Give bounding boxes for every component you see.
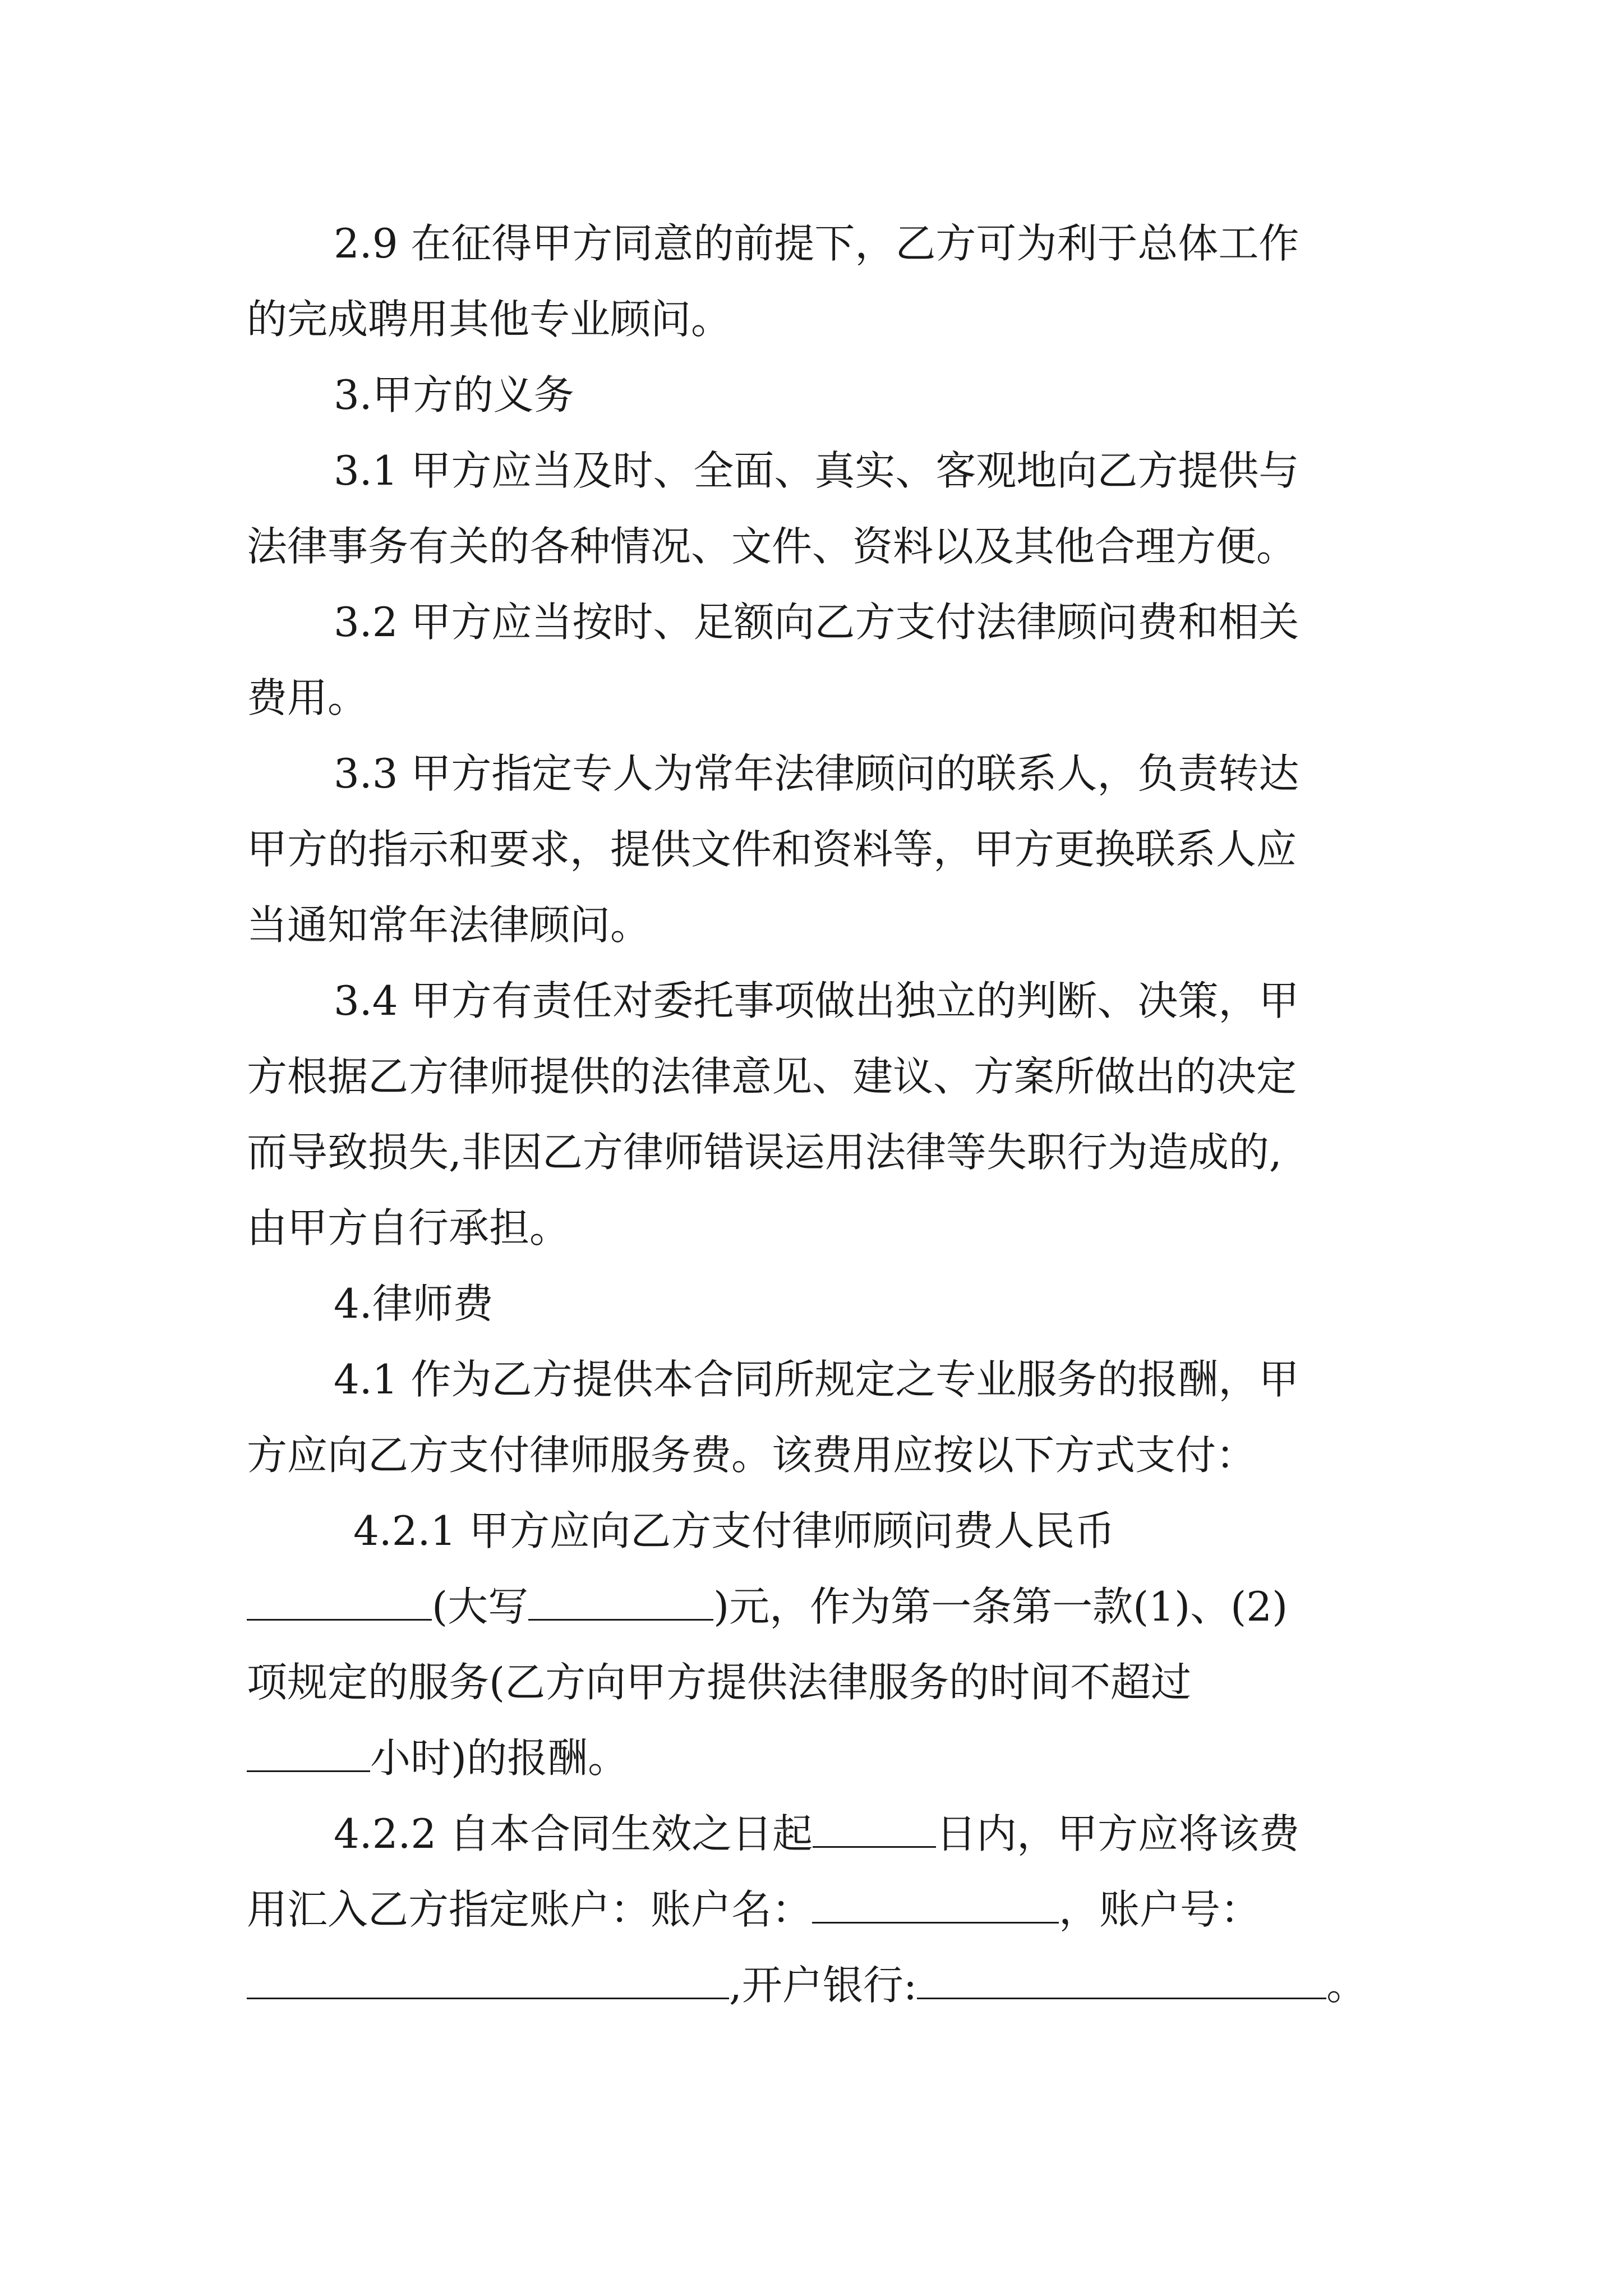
para-3-4-line-1: 3.4 甲方有责任对委托事项做出独立的判断、决策，甲 [334,977,1299,1024]
heading-4: 4.律师费 [334,1280,494,1327]
para-4-2-1-line-2 [247,1583,1288,1630]
para-4-1-line-2: 方应向乙方支付律师服务费。该费用应按以下方式支付： [247,1432,1257,1479]
para-3-4-line-4: 由甲方自行承担。 [247,1204,570,1251]
para-3-4-line-2: 方根据乙方律师提供的法律意见、建议、方案所做出的决定 [247,1053,1297,1100]
para-4-2-2-line-3 [247,1962,1367,2009]
para-4-2-2-line-2 [247,1886,1261,1933]
amount-uppercase-blank[interactable] [528,1588,713,1621]
account-number-blank[interactable] [247,1966,729,1999]
para-3-4-line-3: 而导致损失,非因乙方律师错误运用法律等失职行为造成的, [247,1129,1282,1176]
account-name-blank[interactable] [812,1890,1059,1924]
amount-suffix: )元，作为第一条第一款(1)、(2) [713,1583,1288,1630]
para-3-3-line-3: 当通知常年法律顾问。 [247,901,651,949]
amount-blank[interactable] [247,1588,432,1621]
heading-3: 3.甲方的义务 [334,371,574,418]
para-4-2-1-line-4 [247,1734,629,1782]
amount-uppercase-label: (大写 [432,1583,529,1630]
account-number-label: ，账户号： [1059,1886,1261,1933]
closing-period: 。 [1326,1962,1367,2009]
days-suffix: 日内，甲方应将该费 [936,1810,1300,1857]
para-3-3-line-2: 甲方的指示和要求，提供文件和资料等，甲方更换联系人应 [247,826,1297,873]
para-3-2-line-2: 费用。 [247,674,368,721]
bank-blank[interactable] [917,1966,1326,1999]
para-3-3-line-1: 3.3 甲方指定专人为常年法律顾问的联系人，负责转达 [334,750,1299,797]
para-4-2-1-line-3: 项规定的服务(乙方向甲方提供法律服务的时间不超过 [247,1659,1192,1706]
account-name-label: 用汇入乙方指定账户：账户名： [247,1886,813,1933]
days-prefix: 4.2.2 自本合同生效之日起 [334,1810,813,1857]
hours-suffix: 小时)的报酬。 [370,1734,629,1782]
para-3-1-line-1: 3.1 甲方应当及时、全面、真实、客观地向乙方提供与 [334,447,1299,494]
para-3-2-line-1: 3.2 甲方应当按时、足额向乙方支付法律顾问费和相关 [334,599,1299,646]
para-4-2-2-line-1 [334,1810,1300,1857]
hours-blank[interactable] [247,1739,370,1772]
para-4-1-line-1: 4.1 作为乙方提供本合同所规定之专业服务的报酬，甲 [334,1356,1299,1403]
para-4-2-1-line-1: 4.2.1 甲方应向乙方支付律师顾问费人民币 [353,1507,1115,1554]
para-3-1-line-2: 法律事务有关的各种情况、文件、资料以及其他合理方便。 [247,523,1297,570]
days-blank[interactable] [813,1815,936,1848]
para-2-9-line-1: 2.9 在征得甲方同意的前提下，乙方可为利于总体工作 [334,220,1299,267]
para-2-9-line-2: 的完成聘用其他专业顾问。 [247,296,732,343]
bank-label: ,开户银行: [729,1962,917,2009]
